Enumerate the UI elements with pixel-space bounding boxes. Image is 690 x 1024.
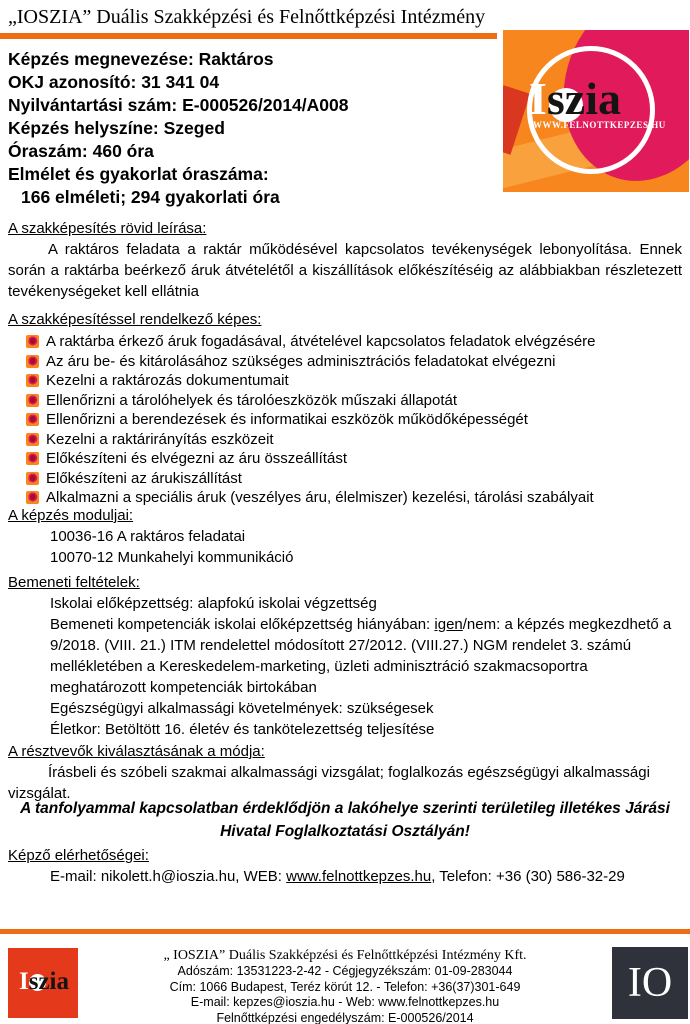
course-info-line: Nyilvántartási szám: E-000526/2014/A008 bbox=[8, 95, 349, 115]
section-heading: A szakképesítéssel rendelkező képes: bbox=[8, 311, 262, 328]
requirement-line: Bemeneti kompetenciák iskolai előképzettség hiányában: igen/nem: a képzés megkezdhető a 9/2018. (VIII. 21.) ITM rendelettel módosított 27/2012. (VIII.27.) NGM rendelet 3. számú mellékletében a Kereskedelem-marketing, üzleti adminisztráció szakmacsoportra meghatározott kompetenciák birtokában bbox=[50, 616, 672, 696]
capabilities-list bbox=[8, 332, 682, 508]
list-item bbox=[8, 332, 682, 352]
ioszia-bullet-icon bbox=[26, 335, 39, 348]
footer-ioszia-logo bbox=[8, 948, 78, 1018]
selection-paragraph: Írásbeli és szóbeli szakmai alkalmassági vizsgálat; foglalkozás egészségügyi alkalmassági vizsgálat. bbox=[8, 764, 650, 802]
ioszia-bullet-icon bbox=[26, 394, 39, 407]
capability-text: Alkalmazni a speciális áruk (veszélyes áru, élelmiszer) kezelési, tárolási szabályait bbox=[46, 489, 594, 506]
list-item bbox=[8, 371, 682, 391]
requirement-line: Iskolai előképzettség: alapfokú iskolai végzettség bbox=[50, 595, 377, 612]
course-info-line: 166 elméleti; 294 gyakorlati óra bbox=[21, 187, 280, 207]
footer-company-name: „ IOSZIA” Duális Szakképzési és Felnőttképzési Intézmény Kft. bbox=[163, 948, 527, 963]
logo-url-text: WWW.FELNOTTKEPZES.HU bbox=[533, 120, 666, 130]
course-info-line: OKJ azonosító: 31 341 04 bbox=[8, 72, 220, 92]
footer-line: Cím: 1066 Budapest, Teréz körút 12. - Telefon: +36(37)301-649 bbox=[169, 979, 521, 994]
section-modules bbox=[8, 505, 682, 568]
capability-text: Az áru be- és kitárolásához szükséges adminisztrációs feladatokat elvégezni bbox=[46, 352, 556, 370]
igen-underlined: igen bbox=[434, 616, 463, 633]
header-divider bbox=[0, 33, 497, 39]
ioszia-bullet-icon bbox=[26, 472, 39, 485]
ioszia-logo bbox=[503, 30, 689, 192]
capability-text: Ellenőrizni a tárolóhelyek és tárolóeszközök műszaki állapotát bbox=[46, 391, 458, 409]
footer-text bbox=[78, 945, 612, 1024]
module-item: 10070-12 Munkahelyi kommunikáció bbox=[50, 549, 294, 566]
footer-line: Felnőttképzési engedélyszám: E-000526/2014 bbox=[216, 1010, 474, 1024]
list-item bbox=[8, 410, 682, 430]
section-heading: Bemeneti feltételek: bbox=[8, 574, 140, 591]
ioszia-bullet-icon bbox=[26, 355, 39, 368]
footer-divider bbox=[0, 929, 690, 934]
website-link[interactable]: www.felnottkepzes.hu bbox=[286, 868, 432, 885]
section-heading: A képzés moduljai: bbox=[8, 507, 134, 524]
module-item: 10036-16 A raktáros feladatai bbox=[50, 528, 246, 545]
course-info-line: Képzés megnevezése: Raktáros bbox=[8, 49, 274, 69]
footer-line: E-mail: kepzes@ioszia.hu - Web: www.felnottkepzes.hu bbox=[190, 995, 500, 1009]
course-info bbox=[8, 48, 349, 209]
footer-io-logo: IO bbox=[612, 947, 688, 1019]
capability-text: Kezelni a raktározás dokumentumait bbox=[46, 372, 289, 389]
section-contact bbox=[8, 845, 682, 887]
contact-line: E-mail: nikolett.h@ioszia.hu, WEB: www.felnottkepzes.hu, Telefon: +36 (30) 586-32-29 bbox=[50, 868, 625, 885]
requirement-line: Életkor: Betöltött 16. életév és tankötelezettség teljesítése bbox=[50, 721, 435, 738]
capability-text: Előkészíteni és elvégezni az áru összeállítást bbox=[46, 450, 347, 467]
capability-text: Kezelni a raktárirányítás eszközeit bbox=[46, 430, 274, 448]
section-selection bbox=[8, 741, 682, 804]
list-item bbox=[8, 352, 682, 372]
list-item bbox=[8, 449, 682, 469]
ioszia-bullet-icon bbox=[26, 413, 39, 426]
course-info-line: Elmélet és gyakorlat óraszáma: bbox=[8, 164, 269, 184]
list-item bbox=[8, 469, 682, 489]
footer-logo-wordmark: Iszia bbox=[19, 968, 70, 995]
capability-text: Előkészíteni az árukiszállítást bbox=[46, 469, 242, 487]
page-title: „IOSZIA” Duális Szakképzési és Felnőttképzési Intézmény bbox=[8, 6, 486, 28]
ioszia-bullet-icon bbox=[26, 491, 39, 504]
logo-wordmark: Iszia bbox=[529, 73, 622, 124]
ioszia-bullet-icon bbox=[26, 452, 39, 465]
job-office-notice: A tanfolyammal kapcsolatban érdeklődjön a lakóhelye szerinti területileg illetékes Járási Hivatal Foglalkoztatási Osztályán! bbox=[20, 800, 670, 840]
list-item bbox=[8, 430, 682, 450]
capability-text: Ellenőrizni a berendezések és informatikai eszközök működőképességét bbox=[46, 411, 528, 428]
section-requirements bbox=[8, 572, 682, 740]
footer bbox=[0, 945, 690, 1024]
course-info-line: Óraszám: 460 óra bbox=[8, 141, 154, 161]
section-heading: A szakképesítés rövid leírása: bbox=[8, 220, 207, 237]
course-info-line: Képzés helyszíne: Szeged bbox=[8, 118, 225, 138]
description-paragraph: A raktáros feladata a raktár működésével kapcsolatos tevékenységek lebonyolítása. Ennek során a raktárba beérkező áruk átvételétől a kiszállítások előkészítéséig az alábbiakban részletezett tevékenységeket kell ellátnia bbox=[8, 241, 682, 300]
section-heading: A résztvevők kiválasztásának a módja: bbox=[8, 743, 265, 760]
footer-line: Adószám: 13531223-2-42 - Cégjegyzékszám: 01-09-283044 bbox=[177, 964, 513, 978]
ioszia-bullet-icon bbox=[26, 433, 39, 446]
capability-text: A raktárba érkező áruk fogadásával, átvételével kapcsolatos feladatok elvégzésére bbox=[46, 333, 596, 350]
section-capabilities bbox=[8, 309, 682, 508]
requirement-line: Egészségügyi alkalmassági követelmények: szükségesek bbox=[50, 700, 434, 717]
section-heading: Képző elérhetőségei: bbox=[8, 847, 149, 864]
ioszia-bullet-icon bbox=[26, 374, 39, 387]
list-item bbox=[8, 391, 682, 411]
section-description bbox=[8, 218, 682, 302]
